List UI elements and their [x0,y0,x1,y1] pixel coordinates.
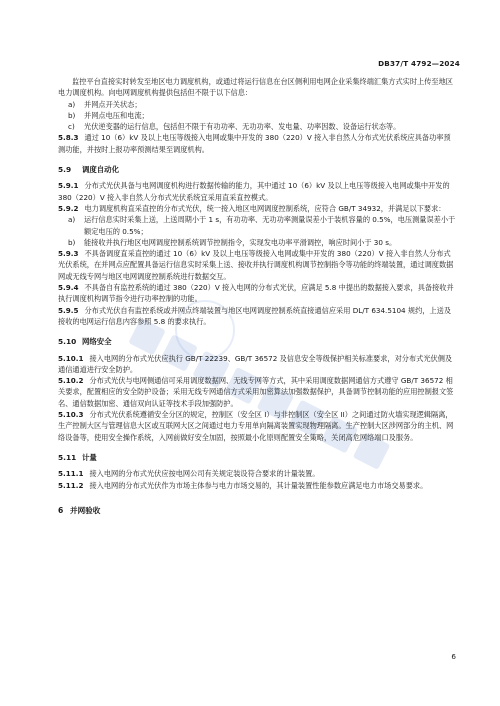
clause-text: 不具备调度直采直控的通过 10（6）kV 及以上电压等级接入电网或集中开发的 380（220）V 接入非自然人分布式光伏系统，在并网点应配置具备运行信息实时采集上送、接收并执行调度机构调节控制指令等功能的终端装置，通过调度数据网或无线专网与地区电网调度控制系统进行数据交互。 [58,249,454,281]
clause-text: 通过 10（6）kV 及以上电压等级接入电网或集中开发的 380（220）V 接入非自然人分布式光伏系统应具备功率预测功能，并按时上报功率预测结果至调度机构。 [58,133,451,154]
clause-5-9-5 [58,305,456,328]
list-item [58,121,456,132]
list-marker: c) [68,122,75,132]
clause-number: 5.10.3 [58,410,84,420]
clause-number: 5.9.3 [58,249,79,259]
list-marker: a) [68,99,76,109]
clause-number: 5.10.1 [58,353,84,363]
clause-5-9-1 [58,180,456,203]
section-title: 计量 [82,452,97,462]
clause-5-9-4 [58,282,456,305]
clause-text: 电力调度机构直采直控的分布式光伏，统一接入地区电网调度控制系统，应符合 GB/T 34932，并满足以下要求： [84,203,446,213]
clause-text: 不具备自有监控系统的通过 380（220）V 接入电网的分布式光伏，应满足 5.8 中提出的数据接入要求，具备接收并执行调度机构调节指令进行功率控制的功能。 [58,283,454,304]
document-id: DB37/T 4792—2024 [378,59,460,68]
section-heading-5-10 [58,336,456,347]
list-item [58,214,456,237]
clause-5-11-1 [58,468,456,479]
section-number: 6 [58,505,64,515]
clause-5-8-3 [58,132,456,155]
section-title: 并网验收 [70,505,101,515]
section-number: 5.10 [58,337,77,347]
section-heading-5-11 [58,452,456,463]
clause-text: 接入电网的分布式光伏应执行 GB/T 22239、GB/T 36572 及信息安全等级保护相关标准要求，对分布式光伏侧及通信通道进行安全防护。 [58,353,453,374]
clause-5-9-2 [58,203,456,214]
list-item-text: 并网点开关状态； [84,99,142,109]
clause-number: 5.9.5 [58,305,79,315]
intro-paragraph: 监控平台直接实时转发至地区电力调度机构，或通过将运行信息在台区侧利用电网企业采集终端汇集方式实时上传至地区电力调度机构。向电网调度机构提供包括但不限于以下信息： [58,77,453,98]
page-number: 6 [451,652,456,661]
clause-text: 分布式光伏具备与电网调度机构进行数据传输的能力，其中通过 10（6）kV 及以上电压等级接入电网或集中开发的 380（220）V 接入非自然人分布式光伏系统宜采用直采直控模式。 [58,181,450,202]
clause-text: 接入电网的分布式光伏作为市场主体参与电力市场交易的，其计量装置性能参数应满足电力市场交易要求。 [89,480,428,490]
list-item-text: 并网点电压和电流； [84,110,149,120]
section-title: 网络安全 [82,337,112,347]
clause-number: 5.9.2 [58,203,79,213]
clause-5-9-2-list [58,214,456,248]
document-body [58,76,456,516]
clause-text: 分布式光伏自有监控系统或并网点终端装置与地区电网调度控制系统直接通信应采用 DL/T 634.5104 规约，上送及接收的电网运行信息内容参照 5.8 的要求执行。 [58,305,452,326]
list-marker: b) [68,110,76,120]
list-item [58,237,456,248]
section-heading-6 [58,505,456,516]
clause-5-10-3 [58,409,456,443]
clause-text: 分布式光伏系统遵循安全分区的规定，控制区（安全区 I）与非控制区（安全区 II）之间通过防火墙实现逻辑隔离，生产控制大区与管理信息大区或互联网大区之间通过电力专用单向隔离装置实现物理隔离。生产控制大区涉网部分的主机、网络设备等，使用安全操作系统，入网前做好安全加固，按照最小化原则配置安全策略，关闭高危网络端口及服务。 [58,410,454,442]
clause-number: 5.9.1 [58,181,79,191]
section-heading-5-9 [58,164,456,175]
section-title: 调度自动化 [82,165,119,175]
clause-number: 5.8.3 [58,133,79,143]
list-item-text: 光伏逆变器的运行信息，包括但不限于有功功率、无功功率、发电量、功率因数、设备运行状态等。 [84,122,401,132]
section-number: 5.11 [58,452,77,462]
clause-5-10-1 [58,353,456,376]
clause-number: 5.10.2 [58,376,84,386]
list-item-text: 运行信息实时采集上送，上送周期小于 1 s，有功功率、无功功率测量误差小于装机容量的 0.5%，电压测量误差小于额定电压的 0.5%； [84,215,456,236]
clause-5-10-2 [58,375,456,409]
clause-number: 5.9.4 [58,283,79,293]
clause-5-11-2 [58,480,456,491]
list-marker: a) [68,215,76,225]
clause-text: 接入电网的分布式光伏应按电网公司有关规定装设符合要求的计量装置。 [89,469,320,479]
intro-list [58,99,456,133]
clause-number: 5.11.2 [58,480,84,490]
section-number: 5.9 [58,165,72,175]
clause-text: 分布式光伏与电网侧通信可采用调度数据网、无线专网等方式，其中采用调度数据网通信方式遵守 GB/T 36572 相关要求，配置相应的安全防护设备；采用无线专网通信方式采用加密算法加强数据保护，具备调节控制功能的应用控制报文签名、通信数据加密、通信双向认证等技术手段加强防护。 [58,376,454,408]
clause-5-9-3 [58,248,456,282]
list-item [58,110,456,121]
list-item-text: 能接收并执行地区电网调度控制系统调节控制指令，实现发电功率平滑调控，响应时间小于 30 s。 [84,237,397,247]
list-marker: b) [68,237,76,247]
list-item [58,99,456,110]
clause-number: 5.11.1 [58,469,84,479]
